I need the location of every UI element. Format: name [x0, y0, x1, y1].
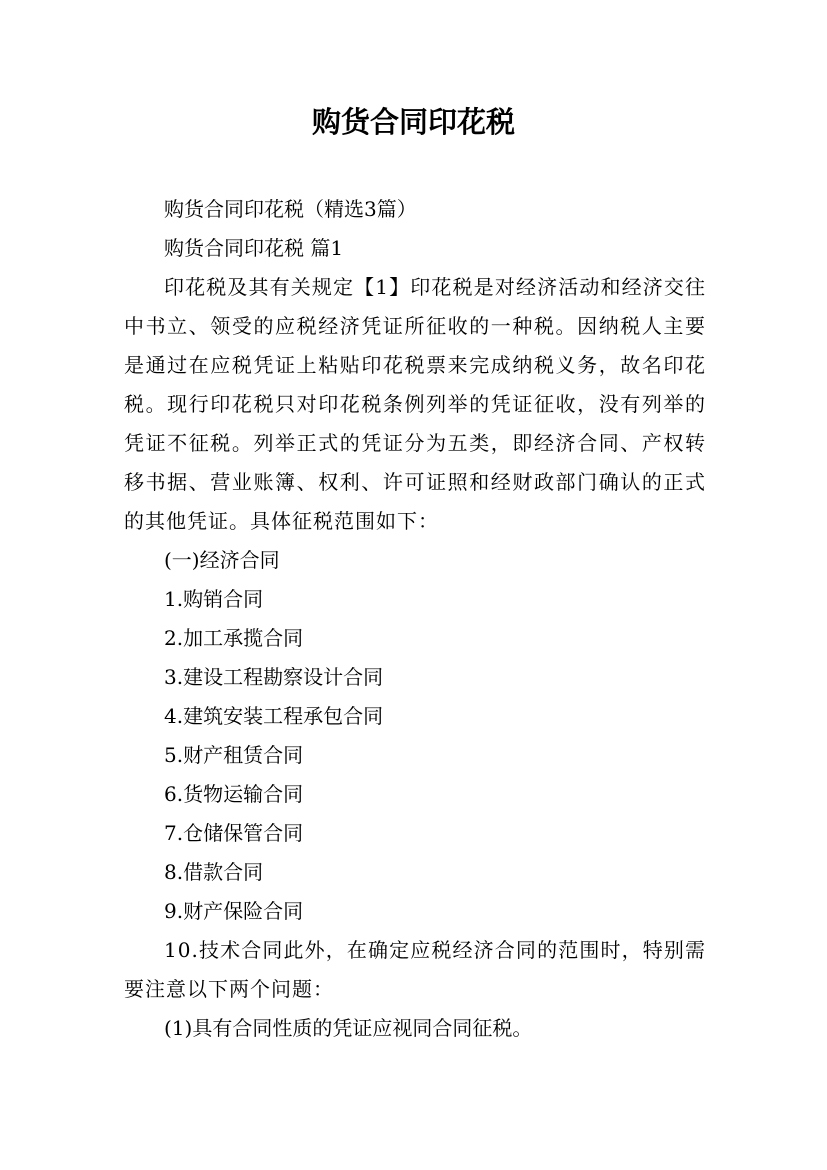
- section-heading: 购货合同印花税 篇1: [164, 236, 344, 260]
- document-body: [124, 190, 706, 1048]
- list-item: 8.借款合同: [164, 860, 264, 884]
- list-item: 1.购销合同: [164, 587, 264, 611]
- list-item: 7.仓储保管合同: [164, 821, 304, 845]
- list-item: 2.加工承揽合同: [164, 626, 304, 650]
- note-paragraph: (1)具有合同性质的凭证应视同合同征税。: [164, 1016, 533, 1040]
- item10-paragraph: 10.技术合同此外，在确定应税经济合同的范围时，特别需要注意以下两个问题：: [124, 938, 706, 1001]
- intro-paragraph: 印花税及其有关规定【1】印花税是对经济活动和经济交往中书立、领受的应税经济凭证所征收的一种税。因纳税人主要是通过在应税凭证上粘贴印花税票来完成纳税义务，故名印花税。现行印花税只对印花税条例列举的凭证征收，没有列举的凭证不征税。列举正式的凭证分为五类，即经济合同、产权转移书据、营业账簿、权利、许可证照和经财政部门确认的正式的其他凭证。具体征税范围如下：: [124, 275, 706, 533]
- list-item: 3.建设工程勘察设计合同: [164, 665, 384, 689]
- document-title: 购货合同印花税: [311, 105, 515, 139]
- document-subtitle: 购货合同印花税（精选3篇）: [164, 197, 417, 221]
- list-item: 4.建筑安装工程承包合同: [164, 704, 384, 728]
- list-item: 5.财产租赁合同: [164, 743, 304, 767]
- list-item: 9.财产保险合同: [164, 899, 304, 923]
- list-item: 6.货物运输合同: [164, 782, 304, 806]
- category-heading: (一)经济合同: [164, 548, 280, 572]
